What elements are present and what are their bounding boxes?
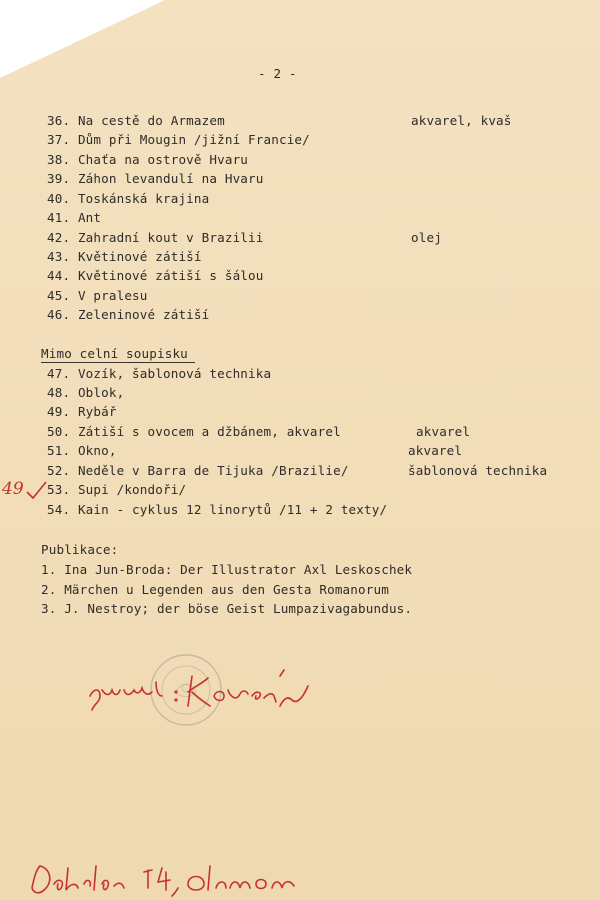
item-number-title: 51. Okno, — [47, 443, 117, 458]
heading-underline — [41, 362, 195, 363]
handwritten-signature — [88, 666, 318, 714]
list-item — [47, 231, 567, 250]
list-item — [47, 425, 567, 444]
publication-item: 1. Ina Jun-Broda: Der Illustrator Axl Leskoschek — [41, 562, 413, 577]
list-item — [47, 405, 567, 424]
list-item — [47, 133, 567, 152]
item-number-title: 41. Ant — [47, 210, 102, 225]
item-number-title: 52. Neděle v Barra de Tijuka /Brazilie/ — [47, 463, 349, 478]
margin-note-handwritten: 49 — [2, 479, 24, 499]
list-item — [47, 192, 567, 211]
publication-item: 3. J. Nestroy; der böse Geist Lumpazivagabundus. — [41, 601, 413, 616]
item-medium: akvarel — [408, 443, 463, 458]
item-medium: akvarel — [416, 424, 471, 439]
publications-heading: Publikace: — [41, 542, 119, 557]
item-medium: olej — [411, 230, 442, 245]
item-number-title: 36. Na cestě do Armazem — [47, 113, 225, 128]
item-medium: akvarel, kvaš — [411, 113, 512, 128]
list-item — [47, 464, 567, 483]
list-item — [47, 250, 567, 269]
list-item — [47, 444, 567, 463]
item-medium: šablonová technika — [408, 463, 548, 478]
list-item — [47, 503, 567, 522]
item-number-title: 43. Květinové zátiší — [47, 249, 202, 264]
item-number-title: 45. V pralesu — [47, 288, 148, 303]
list-item — [47, 114, 567, 133]
list-item — [47, 483, 567, 502]
item-number-title: 47. Vozík, šablonová technika — [47, 366, 272, 381]
item-number-title: 46. Zeleninové zátiší — [47, 307, 210, 322]
check-mark — [24, 478, 50, 504]
item-number-title: 38. Chaťa na ostrově Hvaru — [47, 152, 249, 167]
list-item — [47, 367, 567, 386]
list-item — [47, 308, 567, 327]
list-item — [47, 269, 567, 288]
item-number-title: 39. Záhon levandulí na Hvaru — [47, 171, 264, 186]
item-number-title: 40. Toskánská krajina — [47, 191, 210, 206]
item-number-title: 53. Supi /kondoři/ — [47, 482, 187, 497]
handwritten-address — [28, 858, 298, 900]
item-number-title: 42. Zahradní kout v Brazilii — [47, 230, 264, 245]
list-item — [47, 211, 567, 230]
list-item — [47, 386, 567, 405]
list-item — [47, 172, 567, 191]
item-number-title: 50. Zátiší s ovocem a džbánem, akvarel — [47, 424, 341, 439]
item-number-title: 49. Rybář — [47, 404, 117, 419]
item-number-title: 48. Oblok, — [47, 385, 125, 400]
section-heading: Mimo celní soupisku — [41, 346, 188, 361]
list-item — [47, 289, 567, 308]
item-number-title: 44. Květinové zátiší s šálou — [47, 268, 264, 283]
page-number: - 2 - — [258, 66, 297, 81]
item-number-title: 37. Dům při Mougin /jižní Francie/ — [47, 132, 310, 147]
item-number-title: 54. Kain - cyklus 12 linorytů /11 + 2 texty/ — [47, 502, 388, 517]
list-item — [47, 153, 567, 172]
publication-item: 2. Märchen u Legenden aus den Gesta Romanorum — [41, 582, 389, 597]
